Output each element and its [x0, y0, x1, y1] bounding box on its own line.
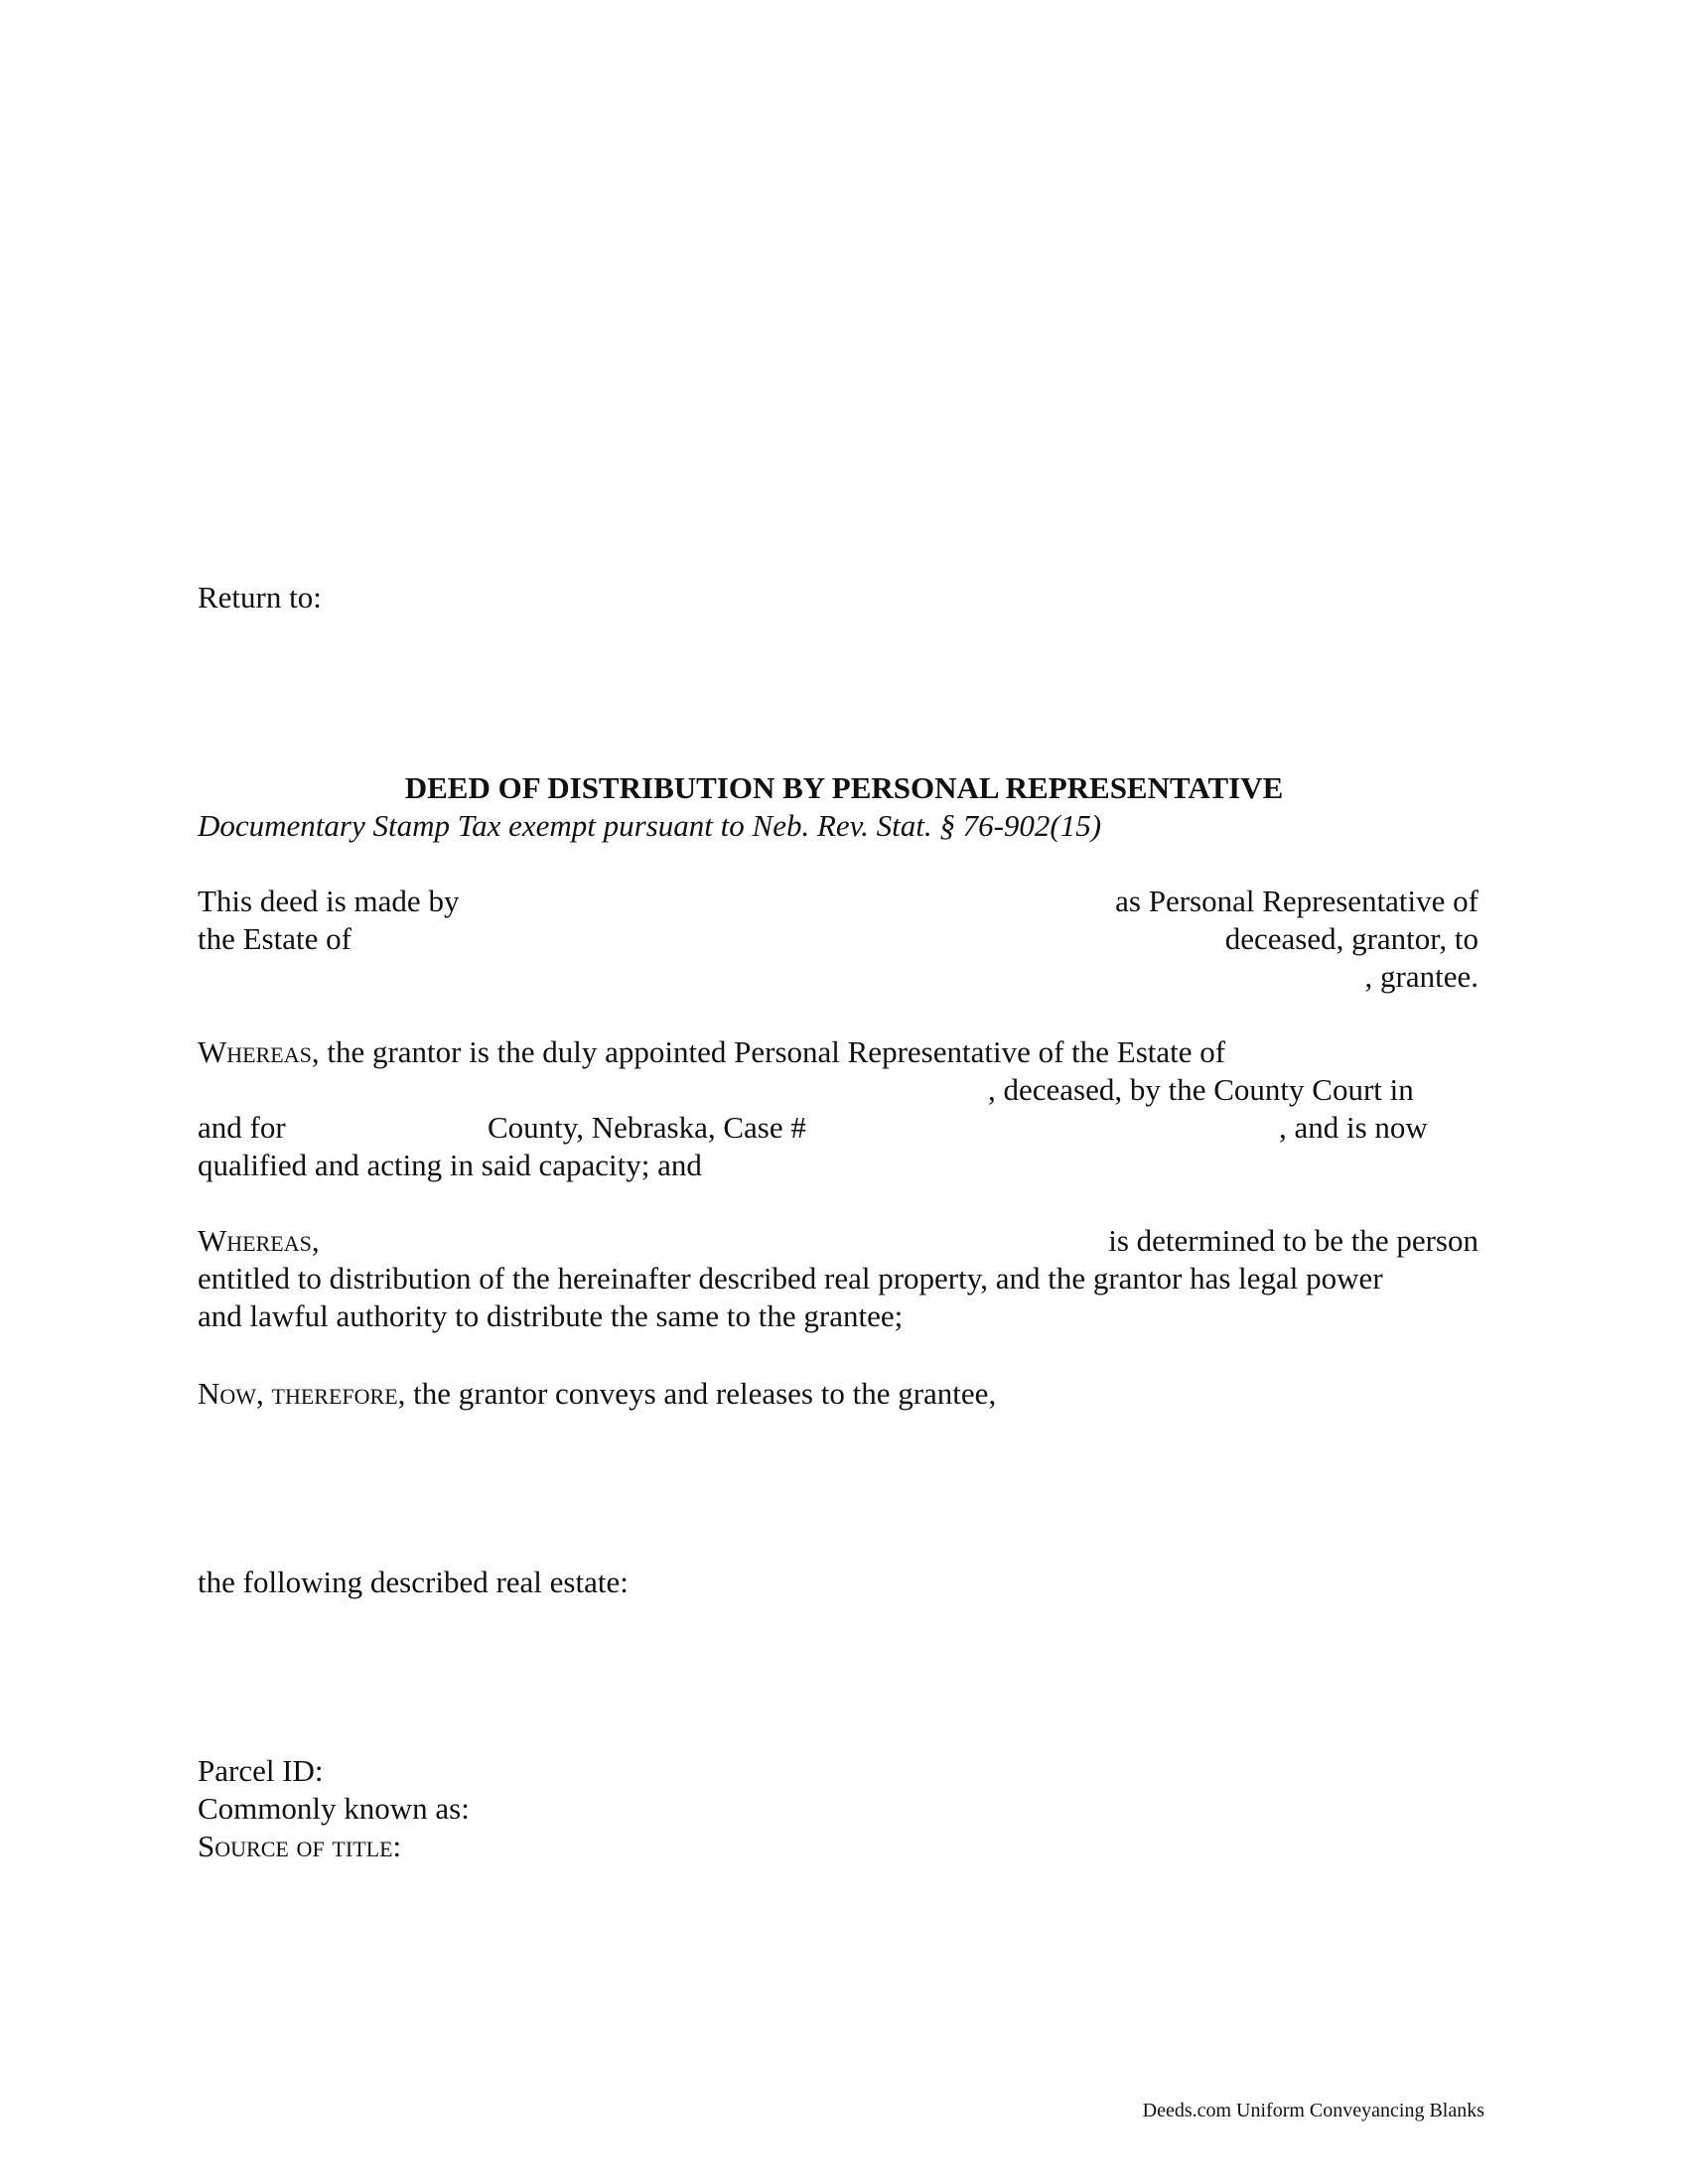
whereas1-line4: qualified and acting in said capacity; and — [198, 1148, 702, 1182]
intro-made-by: This deed is made by — [198, 884, 460, 918]
document-subtitle: Documentary Stamp Tax exempt pursuant to Neb. Rev. Stat. § 76-902(15) — [198, 808, 1102, 843]
intro-as-pr: as Personal Representative of — [1115, 884, 1478, 918]
whereas1-text: the grantor is the duly appointed Personal Representative of the Estate of — [327, 1034, 1226, 1069]
whereas2-line1: is determined to be the person — [1108, 1223, 1478, 1258]
intro-deceased-grantor: deceased, grantor, to — [1224, 921, 1478, 956]
whereas2-keyword: Whereas, — [198, 1223, 320, 1258]
now-therefore-text: the grantor conveys and releases to the grantee, — [413, 1376, 997, 1411]
parcel-id-label: Parcel ID: — [198, 1753, 324, 1788]
whereas1-and-for: and for — [198, 1110, 286, 1145]
whereas2-line3: and lawful authority to distribute the same to the grantee; — [198, 1298, 904, 1333]
now-therefore-keyword: Now, therefore, — [198, 1376, 406, 1411]
document-title: DEED OF DISTRIBUTION BY PERSONAL REPRESENTATIVE — [404, 770, 1284, 805]
return-to-label: Return to: — [198, 580, 322, 614]
commonly-known-label: Commonly known as: — [198, 1791, 470, 1826]
following-described: the following described real estate: — [198, 1565, 629, 1599]
whereas1-and-is-now: , and is now — [1279, 1110, 1428, 1145]
now-therefore-line — [198, 1378, 996, 1409]
intro-grantee: , grantee. — [1364, 959, 1478, 994]
whereas1-line1 — [198, 1036, 1225, 1067]
source-of-title-label: Source of title: — [198, 1829, 402, 1863]
intro-estate-of: the Estate of — [198, 921, 352, 956]
whereas1-county-case: County, Nebraska, Case # — [488, 1110, 806, 1145]
whereas1-keyword: Whereas, — [198, 1034, 320, 1069]
footer-text: Deeds.com Uniform Conveyancing Blanks — [1142, 2100, 1484, 2121]
whereas2-line2: entitled to distribution of the hereinafter described real property, and the grantor has legal power — [198, 1261, 1383, 1296]
whereas1-line2: , deceased, by the County Court in — [988, 1072, 1414, 1107]
